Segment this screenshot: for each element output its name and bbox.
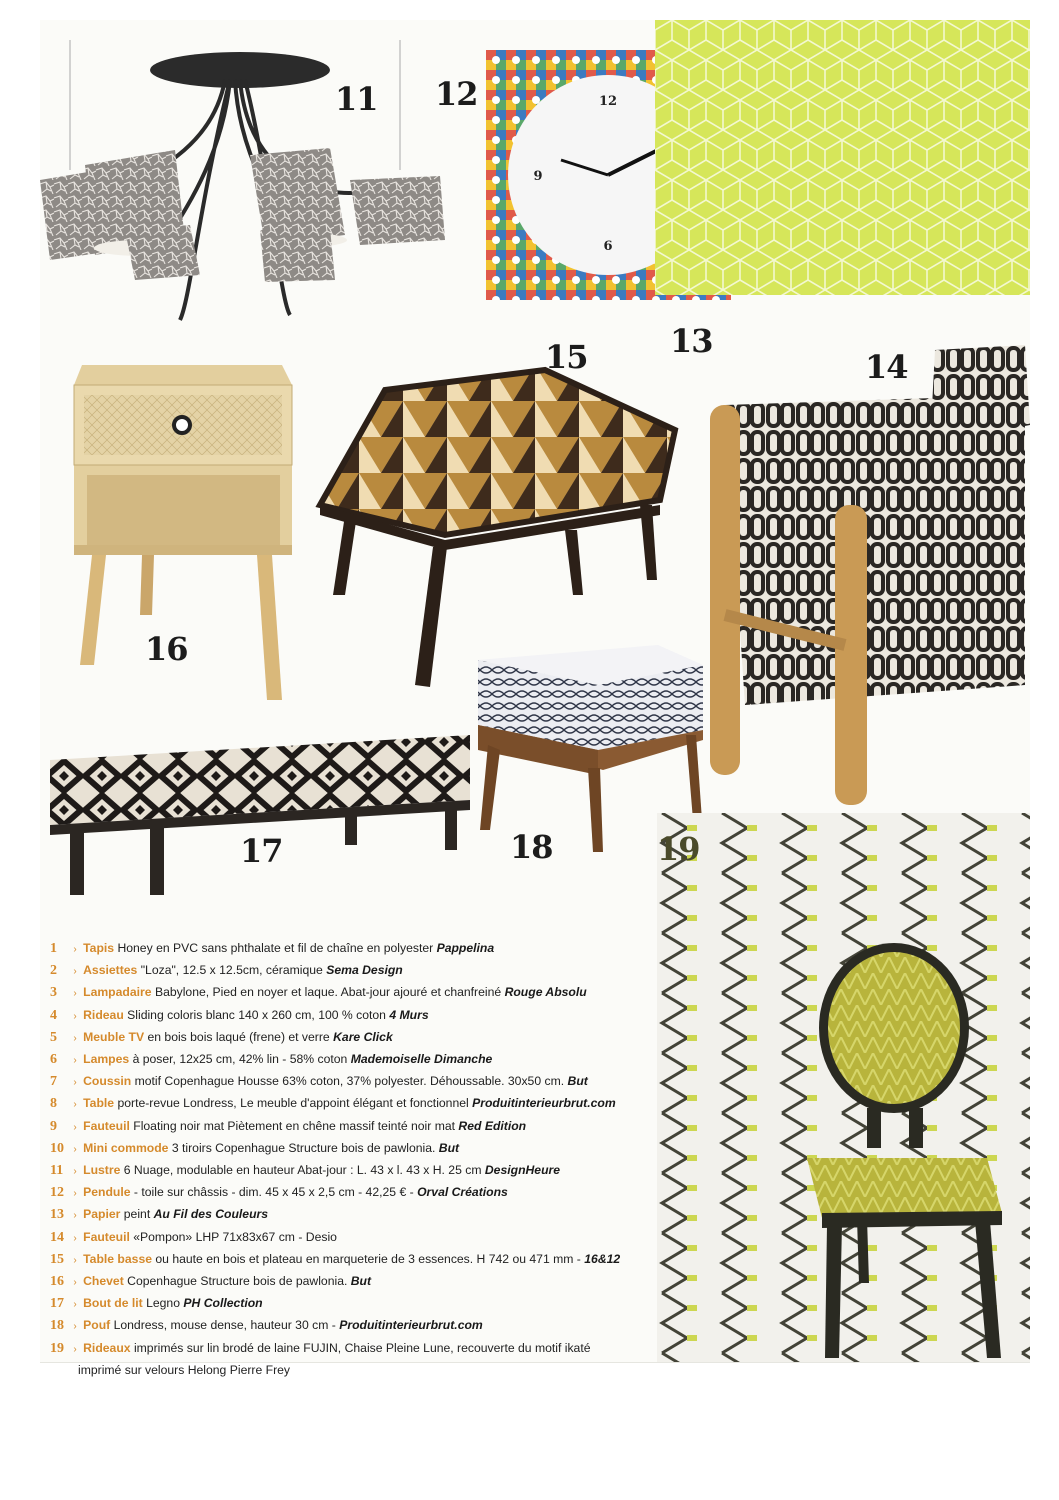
caption-row (50, 1005, 660, 1027)
caption-number: 2 (50, 963, 57, 979)
caption-arrow-icon: › (73, 1254, 77, 1266)
caption-text: 6 Nuage, modulable en hauteur Abat-jour : L. 43 x l. 43 x H. 25 cm (123, 1163, 482, 1178)
caption-number: 3 (50, 985, 57, 1001)
caption-row (50, 1338, 660, 1360)
caption-row (50, 1315, 660, 1337)
caption-row (50, 1249, 660, 1271)
caption-number: 12 (50, 1185, 64, 1201)
caption-brand: Sema Design (326, 963, 403, 978)
caption-keyword: Assiettes (83, 963, 138, 978)
caption-keyword: Pendule (83, 1185, 131, 1200)
caption-text: peint (123, 1207, 151, 1222)
caption-number: 6 (50, 1052, 57, 1068)
caption-row (50, 982, 660, 1004)
caption-keyword: Lampadaire (83, 985, 152, 1000)
caption-text: Copenhague Structure bois de pawlonia. (127, 1274, 348, 1289)
caption-row (50, 1049, 660, 1071)
caption-text: ou haute en bois et plateau en marqueterie de 3 essences. H 742 ou 471 mm - (155, 1251, 581, 1266)
caption-keyword: Lampes (83, 1052, 130, 1067)
caption-number: 8 (50, 1096, 57, 1112)
caption-text: Sliding coloris blanc 140 x 260 cm, 100 % coton (127, 1007, 386, 1022)
caption-text: motif Copenhague Housse 63% coton, 37% polyester. Déhoussable. 30x50 cm. (134, 1074, 565, 1089)
caption-arrow-icon: › (73, 1188, 77, 1200)
caption-brand: But (567, 1074, 588, 1089)
caption-number: 7 (50, 1074, 57, 1090)
caption-keyword: Mini commode (83, 1140, 169, 1155)
caption-number: 14 (50, 1229, 64, 1245)
caption-brand: Produitinterieurbrut.com (472, 1096, 616, 1111)
caption-row (50, 1160, 660, 1182)
caption-text: "Loza", 12.5 x 12.5cm, céramique (140, 963, 323, 978)
caption-arrow-icon: › (73, 1232, 77, 1244)
caption-keyword: Bout de lit (83, 1296, 143, 1311)
caption-text: porte-revue Londress, Le meuble d'appoint élégant et fonctionnel (117, 1096, 469, 1111)
caption-brand: 4 Murs (389, 1007, 429, 1022)
caption-keyword: Pouf (83, 1318, 111, 1333)
clock-numeral-12: 12 (598, 94, 618, 109)
caption-row (50, 1027, 660, 1049)
caption-arrow-icon: › (73, 944, 77, 955)
item-number-12: 12 (435, 75, 478, 113)
caption-row (50, 1138, 660, 1160)
caption-arrow-icon: › (73, 1321, 77, 1333)
caption-arrow-icon: › (73, 988, 77, 1000)
caption-text: en bois bois laqué (frene) et verre (147, 1029, 330, 1044)
caption-number: 16 (50, 1274, 64, 1290)
curtains-chair-image (657, 813, 1030, 1362)
caption-keyword: Table (83, 1096, 115, 1111)
caption-19-continuation-text: imprimé sur velours Helong (78, 1362, 227, 1377)
caption-row (50, 1182, 660, 1204)
caption-arrow-icon: › (73, 1055, 77, 1067)
caption-brand: Kare Click (333, 1029, 393, 1044)
caption-text: Legno (146, 1296, 180, 1311)
caption-row (50, 938, 660, 960)
caption-arrow-icon: › (73, 1099, 77, 1111)
caption-brand: Mademoiselle Dimanche (350, 1052, 493, 1067)
caption-arrow-icon: › (73, 1299, 77, 1311)
clock-numeral-9: 9 (533, 169, 543, 184)
caption-brand: Pappelina (436, 941, 495, 955)
caption-row (50, 1093, 660, 1115)
caption-brand: Red Edition (458, 1118, 527, 1133)
caption-keyword: Lustre (83, 1163, 121, 1178)
caption-row (50, 1204, 660, 1226)
caption-arrow-icon: › (73, 1077, 77, 1089)
caption-arrow-icon: › (73, 1032, 77, 1044)
caption-text: «Pompon» LHP 71x83x67 cm - Desio (133, 1229, 337, 1244)
armchair-image (705, 345, 1030, 810)
item-number-18: 18 (510, 828, 553, 866)
caption-arrow-icon: › (73, 1010, 77, 1022)
caption-row (50, 1271, 660, 1293)
caption-text: - toile sur châssis - dim. 45 x 45 x 2,5 cm - 42,25 € - (133, 1185, 414, 1200)
item-number-19: 19 (657, 830, 700, 868)
item-number-11: 11 (335, 80, 378, 118)
caption-keyword: Tapis (83, 941, 115, 955)
caption-keyword: Rideau (83, 1007, 124, 1022)
magazine-page (40, 20, 1030, 1377)
caption-number: 17 (50, 1296, 64, 1312)
caption-number: 4 (50, 1007, 57, 1023)
caption-brand: 16&12 (584, 1251, 621, 1266)
caption-keyword: Table basse (83, 1251, 152, 1266)
bench-image (45, 725, 475, 900)
caption-keyword: Coussin (83, 1074, 132, 1089)
caption-brand: Au Fil des Couleurs (153, 1207, 269, 1222)
caption-row (50, 1227, 660, 1249)
caption-text: Londress, mouse dense, hauteur 30 cm - (113, 1318, 336, 1333)
caption-text: Honey en PVC sans phthalate et fil de chaîne en polyester (117, 941, 434, 955)
caption-rows (50, 938, 660, 1360)
caption-brand: Produitinterieurbrut.com (339, 1318, 483, 1333)
caption-number: 19 (50, 1340, 64, 1356)
caption-text: imprimés sur lin brodé de laine FUJIN, Chaise Pleine Lune, recouverte du motif ikaté (133, 1340, 591, 1355)
caption-number: 18 (50, 1318, 64, 1334)
caption-number: 5 (50, 1029, 57, 1045)
caption-number: 11 (50, 1163, 64, 1179)
product-caption-list (50, 938, 660, 1380)
caption-row (50, 960, 660, 982)
caption-arrow-icon: › (73, 1166, 77, 1178)
caption-arrow-icon: › (73, 1121, 77, 1133)
caption-19-continuation-brand: Pierre Frey (229, 1362, 291, 1377)
caption-arrow-icon: › (73, 1143, 77, 1155)
caption-arrow-icon: › (73, 1277, 77, 1289)
caption-brand: DesignHeure (484, 1163, 561, 1178)
caption-number: 1 (50, 941, 57, 956)
caption-keyword: Fauteuil (83, 1118, 130, 1133)
caption-brand: But (438, 1140, 460, 1155)
caption-brand: But (350, 1274, 372, 1289)
item-number-13: 13 (670, 322, 713, 360)
caption-text: à poser, 12x25 cm, 42% lin - 58% coton (132, 1052, 348, 1067)
item-number-15: 15 (545, 338, 588, 376)
item-number-17: 17 (240, 832, 283, 870)
caption-brand: Orval Créations (417, 1185, 508, 1200)
caption-keyword: Papier (83, 1207, 121, 1222)
caption-keyword: Chevet (83, 1274, 124, 1289)
caption-row (50, 1293, 660, 1315)
item-number-14: 14 (865, 348, 908, 386)
caption-number: 13 (50, 1207, 64, 1223)
caption-brand: PH Collection (183, 1296, 263, 1311)
caption-number: 9 (50, 1118, 57, 1134)
clock-numeral-6: 6 (603, 239, 613, 254)
caption-19-continuation (50, 1360, 660, 1380)
caption-brand: Rouge Absolu (504, 985, 587, 1000)
caption-row (50, 1071, 660, 1093)
caption-number: 10 (50, 1140, 64, 1156)
caption-text: Floating noir mat Piètement en chêne massif teinté noir mat (133, 1118, 456, 1133)
caption-keyword: Fauteuil (83, 1229, 130, 1244)
caption-arrow-icon: › (73, 1343, 77, 1355)
caption-keyword: Meuble TV (83, 1029, 145, 1044)
caption-number: 15 (50, 1251, 64, 1267)
caption-row (50, 1116, 660, 1138)
caption-text: Babylone, Pied en noyer et laque. Abat-jour ajouré et chanfreiné (154, 985, 502, 1000)
item-number-16: 16 (145, 630, 188, 668)
caption-arrow-icon: › (73, 966, 77, 978)
caption-text: 3 tiroirs Copenhague Structure bois de pawlonia. (171, 1140, 436, 1155)
wallpaper-image (655, 20, 1030, 295)
chandelier-image (40, 40, 460, 350)
caption-arrow-icon: › (73, 1210, 77, 1222)
caption-keyword: Rideaux (83, 1340, 131, 1355)
